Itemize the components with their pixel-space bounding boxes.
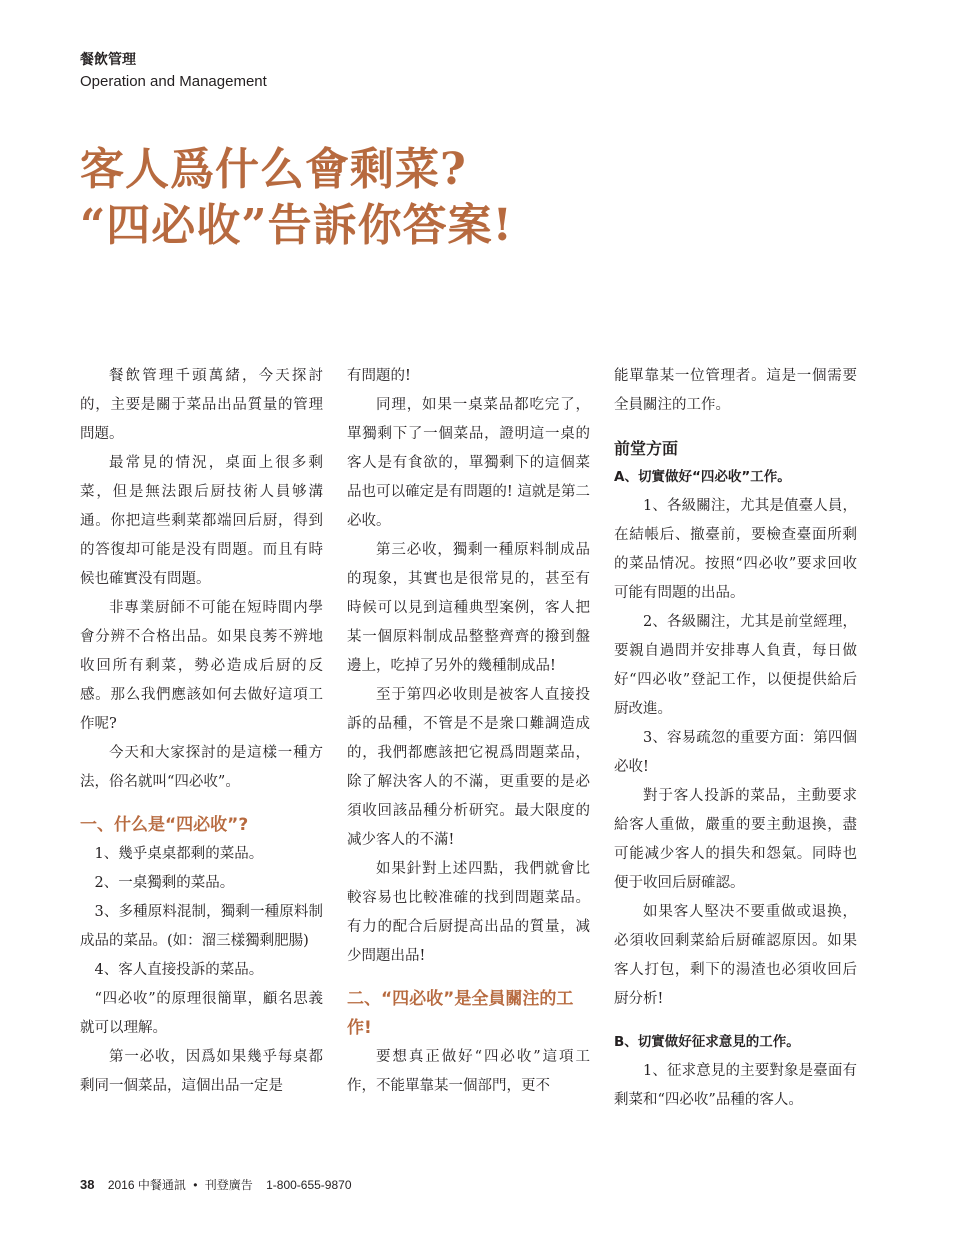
paragraph: 要想真正做好“四必收”這項工作，不能單靠某一個部門，更不 xyxy=(347,1049,590,1094)
paragraph: 能單靠某一位管理者。這是一個需要全員關注的工作。 xyxy=(614,368,857,413)
paragraph: 有問題的! xyxy=(347,368,411,384)
article-title xyxy=(80,142,513,254)
publication-name: 2016 中餐通訊 xyxy=(107,1178,186,1192)
list-item: 2、各級關注，尤其是前堂經理，要親自過問并安排專人負責，每日做好“四必收”登記工作，以便提供給后厨改進。 xyxy=(614,614,857,717)
paragraph: 同理，如果一桌菜品都吃完了，單獨剩下了一個菜品，證明這一桌的客人是有食欲的，單獨剩下的這個菜品也可以確定是有問題的! 這就是第二必收。 xyxy=(347,397,590,529)
paragraph: “四必收”的原理很簡單，顧名思義就可以理解。 xyxy=(80,991,323,1036)
footer-separator: • xyxy=(193,1178,198,1192)
paragraph: 如果客人堅决不要重做或退换，必須收回剩菜給后厨確認原因。如果客人打包，剩下的湯渣也必須收回后厨分析! xyxy=(614,904,857,1007)
advertising-label: 刊登廣告 xyxy=(204,1178,253,1192)
advertising-phone: 1-800-655-9870 xyxy=(266,1178,352,1192)
page-number: 38 xyxy=(80,1177,95,1192)
section-heading-what-is: 一、什么是“四必收”? xyxy=(80,815,249,835)
paragraph: 第三必收，獨剩一種原料制成品的現象，其實也是很常見的，甚至有時候可以見到這種典型案例，客人把某一個原料制成品整整齊齊的撥到盤邊上，吃掉了另外的幾種制成品! xyxy=(347,542,590,674)
list-item: 1、征求意見的主要對象是臺面有剩菜和“四必收”品種的客人。 xyxy=(614,1063,857,1108)
subsection-heading-front-hall: 前堂方面 xyxy=(614,439,679,458)
list-item: 4、客人直接投訴的菜品。 xyxy=(94,962,264,978)
article-title-line1: 客人爲什么會剩菜? xyxy=(80,144,467,195)
paragraph: 最常見的情況，桌面上很多剩菜，但是無法跟后厨技術人員够溝通。你把這些剩菜都端回后厨，得到的答復却可能是没有問題。而且有時候也確實没有問題。 xyxy=(80,455,323,587)
paragraph: 至于第四必收則是被客人直接投訴的品種，不管是不是衆口難調造成的，我們都應該把它視爲問題菜品，除了解決客人的不滿，更重要的是必須收回該品種分析研究。最大限度的减少客人的不滿! xyxy=(347,687,590,848)
paragraph: 對于客人投訴的菜品，主動要求給客人重做，嚴重的要主動退換，盡可能减少客人的損失和怨氣。同時也便于收回后厨確認。 xyxy=(614,788,857,891)
article-column-3 xyxy=(614,362,857,1115)
paragraph: 今天和大家探討的是這樣一種方法，俗名就叫“四必收”。 xyxy=(80,745,323,790)
article-title-line2: “四必收”告訴你答案! xyxy=(80,200,513,251)
article-column-2 xyxy=(347,362,590,1101)
list-item: 3、容易疏忽的重要方面：第四個必收! xyxy=(614,730,857,775)
list-item: 2、一桌獨剩的菜品。 xyxy=(94,875,235,891)
subsection-heading-a: A、切實做好“四必收”工作。 xyxy=(614,469,791,485)
paragraph: 如果針對上述四點，我們就會比較容易也比較准確的找到問題菜品。有力的配合后厨提高出品的質量，减少問題出品! xyxy=(347,861,590,964)
section-title-en: Operation and Management xyxy=(80,73,267,90)
article-column-1 xyxy=(80,362,323,1101)
subsection-heading-b: B、切實做好征求意見的工作。 xyxy=(614,1034,800,1050)
section-heading-all-staff: 二、“四必收”是全員關注的工作! xyxy=(347,989,574,1038)
list-item: 1、幾乎桌桌都剩的菜品。 xyxy=(94,846,264,862)
list-item: 3、多種原料混制，獨剩一種原料制成品的菜品。(如：溜三樣獨剩肥腸) xyxy=(80,904,323,949)
section-title-zh: 餐飲管理 xyxy=(80,52,136,68)
paragraph: 餐飲管理千頭萬緒，今天探討的，主要是關于菜品出品質量的管理問題。 xyxy=(80,368,323,442)
list-item: 1、各級關注，尤其是值臺人員，在結帳后、撤臺前，要檢查臺面所剩的菜品情况。按照“四必收”要求回收可能有問題的出品。 xyxy=(614,498,857,601)
section-header xyxy=(80,50,267,92)
paragraph: 第一必收，因爲如果幾乎每桌都剩同一個菜品，這個出品一定是 xyxy=(80,1049,323,1094)
page-footer xyxy=(80,1177,352,1193)
paragraph: 非專業厨師不可能在短時間内學會分辨不合格出品。如果良莠不辨地收回所有剩菜，勢必造成后厨的反感。那么我們應該如何去做好這項工作呢? xyxy=(80,600,323,732)
